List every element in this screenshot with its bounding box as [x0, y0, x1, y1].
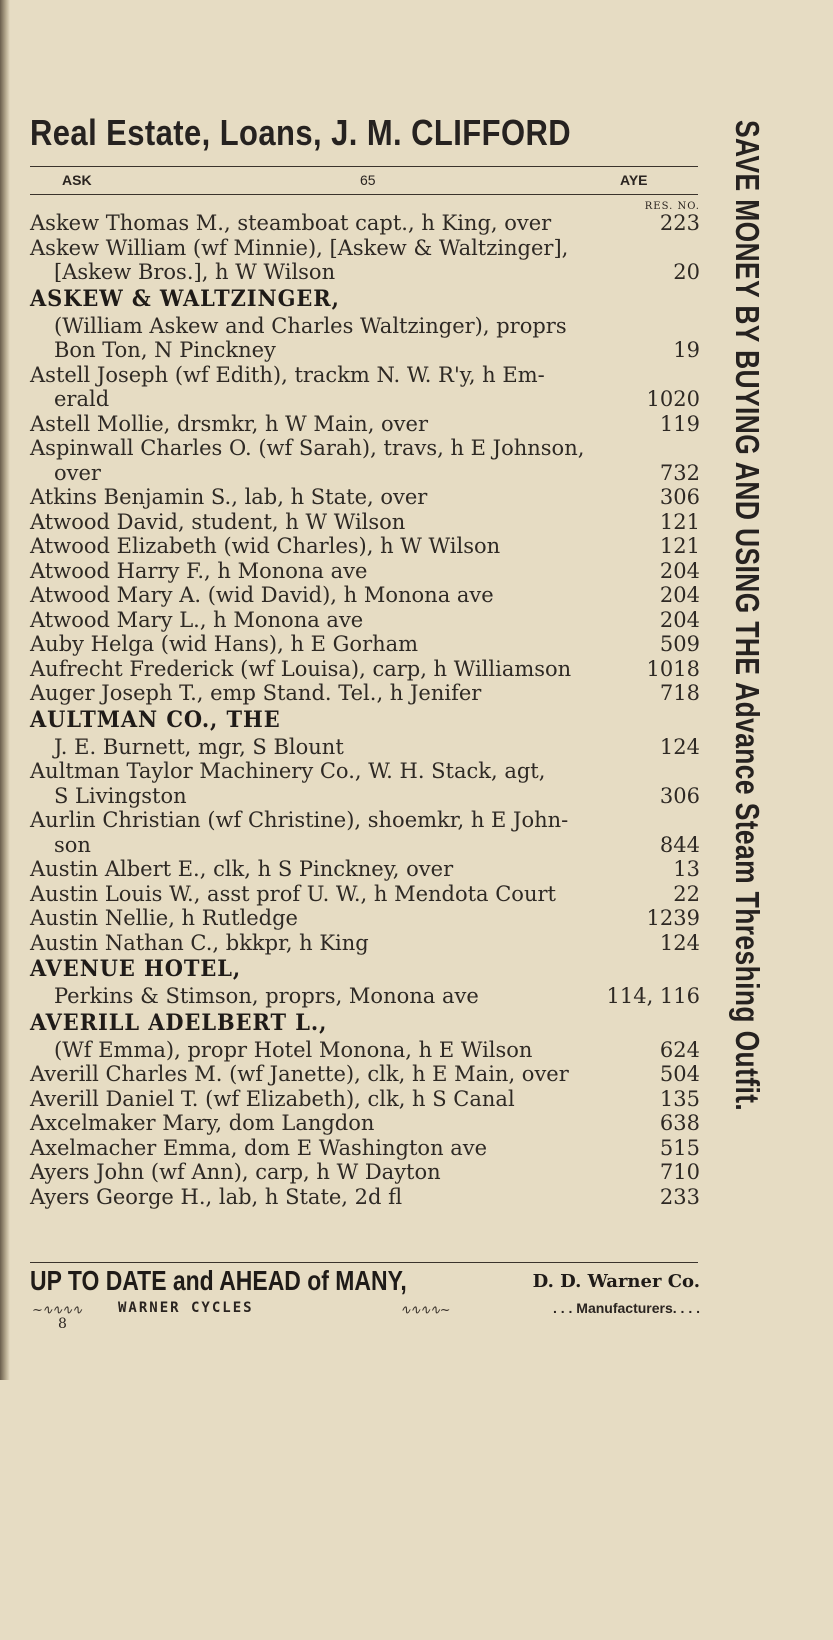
entry-residence-number: 119 [659, 411, 700, 436]
directory-entry [30, 906, 700, 931]
entry-residence-number: 124 [659, 734, 700, 759]
directory-entry [30, 485, 700, 510]
directory-entry [30, 1038, 700, 1063]
entry-text: Austin Nathan C., bkkpr, h King [30, 930, 369, 955]
entry-text: Astell Joseph (wf Edith), trackm N. W. R'y, h Em- [30, 362, 545, 387]
directory-entry [30, 759, 700, 784]
entry-text: Aufrecht Frederick (wf Louisa), carp, h Williamson [30, 656, 572, 681]
directory-entry [30, 808, 700, 833]
entry-residence-number: 638 [659, 1111, 700, 1135]
entry-text: Auby Helga (wid Hans), h E Gorham [30, 632, 419, 656]
entry-text: Atwood Mary A. (wid David), h Monona ave [30, 583, 494, 607]
footer-rule [30, 1262, 698, 1263]
entry-residence-number: 121 [659, 509, 700, 534]
entry-residence-number: 718 [659, 681, 700, 705]
directory-entry [30, 1160, 700, 1185]
directory-entry [30, 338, 700, 363]
directory-entry [30, 412, 700, 437]
directory-entry [30, 236, 700, 261]
scroll-ornament-right: ∿∿∿∿~ [400, 1303, 450, 1318]
entry-text: [Askew Bros.], h W Wilson [54, 260, 336, 284]
directory-entry [30, 1087, 700, 1112]
entry-residence-number: 624 [659, 1037, 700, 1062]
directory-entry [30, 735, 700, 760]
entry-text: Atwood David, student, h W Wilson [30, 509, 406, 534]
directory-entry [30, 461, 700, 486]
entry-residence-number: 20 [673, 260, 700, 284]
entry-text: ASKEW & WALTZINGER, [30, 285, 340, 312]
entry-text: Austin Nellie, h Rutledge [30, 906, 298, 930]
directory-entry [30, 534, 700, 559]
entry-text: son [54, 832, 91, 857]
entry-text: S Livingston [54, 783, 187, 808]
directory-entry [30, 314, 700, 339]
entry-text: Austin Louis W., asst prof U. W., h Mendota Court [30, 881, 556, 906]
entry-text: Atwood Harry F., h Monona ave [30, 558, 368, 583]
entry-text: over [54, 460, 101, 485]
directory-entry [30, 931, 700, 956]
directory-entry [30, 784, 700, 809]
entry-text: Aurlin Christian (wf Christine), shoemkr, h E John- [30, 808, 569, 832]
directory-entry [30, 363, 700, 388]
entry-text: Perkins & Stimson, proprs, Monona ave [54, 984, 479, 1008]
entry-text: (William Askew and Charles Waltzinger), proprs [54, 313, 567, 338]
entry-residence-number: 135 [659, 1086, 700, 1111]
entry-text: Atwood Mary L., h Monona ave [30, 607, 364, 632]
directory-entry [30, 857, 700, 882]
entry-residence-number: 204 [659, 558, 700, 583]
entry-text: Ayers George H., lab, h State, 2d fl [30, 1184, 403, 1209]
firm-heading [30, 955, 700, 984]
directory-entry [30, 657, 700, 682]
directory-entry [30, 583, 700, 608]
entry-residence-number: 710 [659, 1160, 700, 1184]
entry-text: Bon Ton, N Pinckney [54, 338, 276, 362]
page-binding-edge [0, 0, 10, 1380]
entry-residence-number: 204 [659, 583, 700, 607]
directory-entry [30, 632, 700, 657]
directory-entry [30, 1185, 700, 1210]
entry-text: Ayers John (wf Ann), carp, h W Dayton [30, 1160, 441, 1184]
entry-residence-number: 1018 [646, 656, 700, 681]
entry-residence-number: 504 [659, 1062, 700, 1086]
entry-residence-number: 124 [659, 930, 700, 955]
entry-residence-number: 13 [673, 857, 700, 881]
entry-text: Askew William (wf Minnie), [Askew & Waltzinger], [30, 235, 569, 260]
directory-entry [30, 984, 700, 1009]
entry-residence-number: 844 [659, 832, 700, 857]
entry-residence-number: 509 [659, 632, 700, 656]
entry-text: (Wf Emma), propr Hotel Monona, h E Wilson [54, 1037, 533, 1062]
entry-text: Askew Thomas M., steamboat capt., h King, over [30, 211, 552, 235]
directory-entry [30, 681, 700, 706]
directory-entry [30, 211, 700, 236]
entry-residence-number: 515 [659, 1135, 700, 1160]
entry-residence-number: 223 [659, 211, 700, 235]
firm-heading [30, 706, 700, 735]
footer-subline [30, 1300, 700, 1322]
entry-text: Auger Joseph T., emp Stand. Tel., h Jenifer [30, 681, 482, 705]
directory-entry [30, 260, 700, 285]
entry-text: AVENUE HOTEL, [30, 956, 242, 982]
entry-residence-number: 306 [659, 783, 700, 808]
directory-entry [30, 882, 700, 907]
footer-advertisement [30, 1265, 700, 1301]
directory-entry [30, 510, 700, 535]
entry-residence-number: 1239 [646, 906, 700, 930]
residence-number-label: RES. NO. [644, 201, 700, 212]
entry-text: J. E. Burnett, mgr, S Blount [54, 734, 344, 759]
running-head-page: 65 [360, 172, 376, 188]
page-title: Real Estate, Loans, J. M. CLIFFORD [30, 112, 572, 153]
entry-text: Austin Albert E., clk, h S Pinckney, over [30, 857, 454, 881]
entry-residence-number: 306 [659, 485, 700, 509]
entry-residence-number: 121 [659, 534, 700, 558]
footer-cycles: WARNER CYCLES [118, 1300, 254, 1316]
entry-residence-number: 732 [659, 460, 700, 485]
firm-heading [30, 285, 700, 314]
directory-entry [30, 1111, 700, 1136]
side-advertisement-text: SAVE MONEY BY BUYING AND USING THE Advance Steam Threshing Outfit. [729, 120, 766, 1112]
entry-text: Axelmacher Emma, dom E Washington ave [30, 1135, 488, 1160]
entry-text: AULTMAN CO., THE [30, 706, 281, 733]
directory-entries [30, 211, 700, 1209]
header-bottom-rule [30, 194, 698, 195]
directory-entry [30, 1136, 700, 1161]
header-top-rule [30, 166, 698, 167]
directory-entry [30, 608, 700, 633]
entry-residence-number: 19 [673, 338, 700, 362]
entry-text: Averill Charles M. (wf Janette), clk, h E Main, over [30, 1062, 569, 1086]
firm-heading [30, 1009, 700, 1038]
directory-entry [30, 436, 700, 461]
footer-slogan: UP TO DATE and AHEAD of MANY, [30, 1265, 407, 1296]
entry-residence-number: 1020 [646, 387, 700, 411]
directory-entry [30, 833, 700, 858]
entry-text: AVERILL ADELBERT L., [30, 1009, 328, 1036]
entry-text: Aspinwall Charles O. (wf Sarah), travs, h E Johnson, [30, 436, 585, 460]
directory-entry [30, 387, 700, 412]
footer-company: D. D. Warner Co. [532, 1271, 700, 1292]
entry-text: Atkins Benjamin S., lab, h State, over [30, 485, 428, 509]
running-head-right: AYE [620, 172, 648, 188]
running-head [30, 172, 698, 192]
entry-residence-number: 233 [659, 1184, 700, 1209]
entry-text: erald [54, 387, 110, 411]
directory-entry [30, 559, 700, 584]
running-head-left: ASK [62, 172, 92, 188]
entry-text: Axcelmaker Mary, dom Langdon [30, 1111, 375, 1135]
scroll-ornament-left: ~∿∿∿∿ [32, 1303, 82, 1318]
entry-text: Astell Mollie, drsmkr, h W Main, over [30, 411, 429, 436]
entry-residence-number: 204 [659, 607, 700, 632]
entry-text: Atwood Elizabeth (wid Charles), h W Wilson [30, 534, 501, 558]
side-advertisement [727, 120, 767, 1640]
directory-entry [30, 1062, 700, 1087]
page-number: 8 [58, 1316, 67, 1332]
entry-residence-number: 22 [673, 881, 700, 906]
entry-text: Averill Daniel T. (wf Elizabeth), clk, h S Canal [30, 1086, 515, 1111]
entry-residence-number: 114, 116 [606, 984, 700, 1008]
footer-manufacturers: . . . Manufacturers. . . . [552, 1300, 700, 1316]
entry-text: Aultman Taylor Machinery Co., W. H. Stack, agt, [30, 759, 546, 783]
